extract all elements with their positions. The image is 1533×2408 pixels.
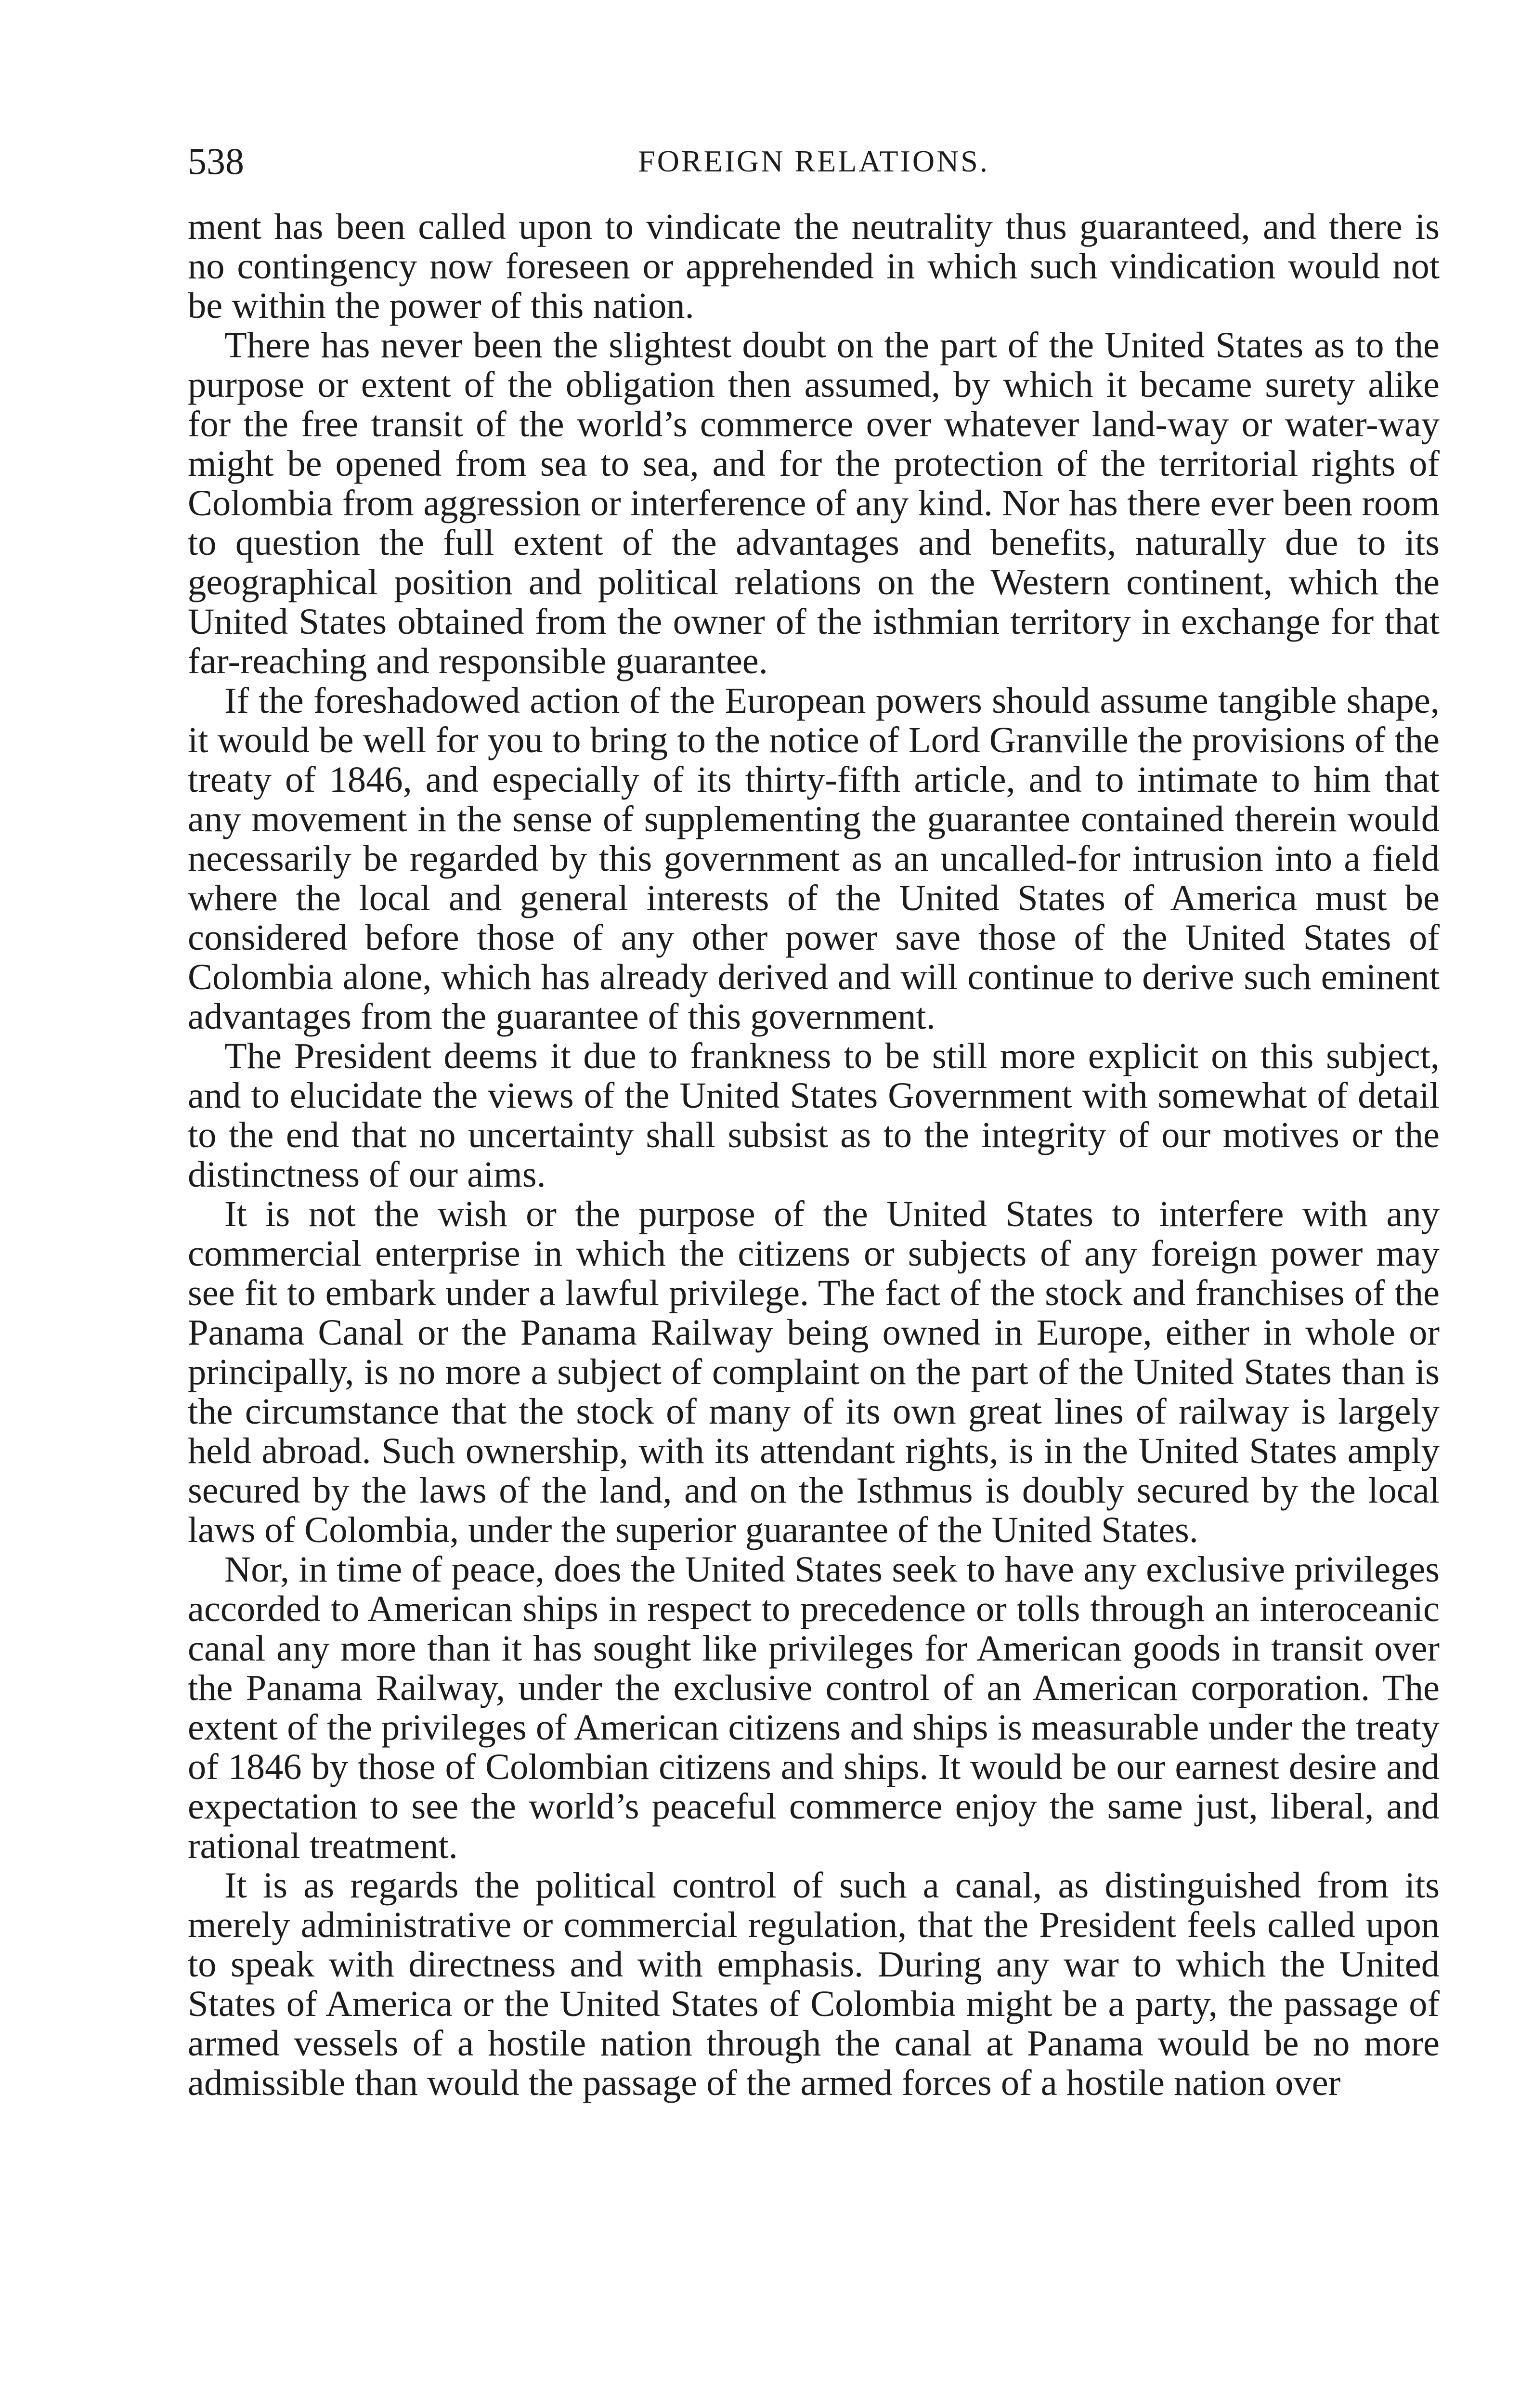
paragraph: It is not the wish or the purpose of the United States to interfere with any commercial enterprise in which the citizens or subjects of any foreign power may see fit to embark under a lawful privilege. The fact of the stock and franchises of the Panama Canal or the Panama Railway being owned in Europe, either in whole or principally, is no more a subject of complaint on the part of the United States than is the circumstance that the stock of many of its own great lines of railway is largely held abroad. Such ownership, with its attendant rights, is in the United States amply secured by the laws of the land, and on the Isthmus is doubly secured by the local laws of Colombia, under the superior guarantee of the United States. [188, 1193, 1440, 1550]
paragraph: If the foreshadowed action of the European powers should assume tangible shape, it would be well for you to bring to the notice of Lord Granville the provisions of the treaty of 1846, and especially of its thirty-fifth article, and to intimate to him that any movement in the sense of supplementing the guarantee contained therein would necessarily be regarded by this government as an uncalled-for intrusion into a field where the local and general interests of the United States of America must be considered before those of any other power save those of the United States of Colombia alone, which has already derived and will continue to derive such eminent advantages from the guarantee of this government. [188, 680, 1440, 1037]
running-head-title: FOREIGN RELATIONS. [638, 144, 989, 178]
body-text [188, 207, 1440, 2103]
paragraph: It is as regards the political control of such a canal, as distinguished from its merely administrative or commercial regulation, that the President feels called upon to speak with directness and with emphasis. During any war to which the United States of America or the United States of Colombia might be a party, the passage of armed vessels of a hostile nation through the canal at Panama would be no more admissible than would the passage of the armed forces of a hostile nation over [188, 1865, 1440, 2103]
running-head [188, 135, 1440, 188]
paragraph: Nor, in time of peace, does the United States seek to have any exclusive privileges accorded to American ships in respect to precedence or tolls through an interoceanic canal any more than it has sought like privileges for American goods in transit over the Panama Railway, under the exclusive control of an American corporation. The extent of the privileges of American citizens and ships is measurable under the treaty of 1846 by those of Colombian citizens and ships. It would be our earnest desire and expectation to see the world’s peaceful commerce enjoy the same just, liberal, and rational treatment. [188, 1549, 1440, 1866]
document-page [188, 135, 1440, 2408]
paragraph-continued: ment has been called upon to vindicate the neutrality thus guaranteed, and there is no contingency now foreseen or apprehended in which such vindication would not be within the power of this nation. [188, 206, 1440, 326]
page-number: 538 [188, 140, 244, 182]
paragraph: There has never been the slightest doubt on the part of the United States as to the purpose or extent of the obligation then assumed, by which it became surety alike for the free transit of the world’s commerce over whatever land-way or water-way might be opened from sea to sea, and for the protection of the territorial rights of Colombia from aggression or interference of any kind. Nor has there ever been room to question the full extent of the advantages and benefits, naturally due to its geographical position and political relations on the Western continent, which the United States obtained from the owner of the isthmian territory in exchange for that far-reaching and responsible guarantee. [188, 325, 1440, 681]
paragraph: The President deems it due to frankness to be still more explicit on this subject, and to elucidate the views of the United States Government with somewhat of detail to the end that no uncertainty shall subsist as to the integrity of our motives or the distinctness of our aims. [188, 1035, 1440, 1195]
